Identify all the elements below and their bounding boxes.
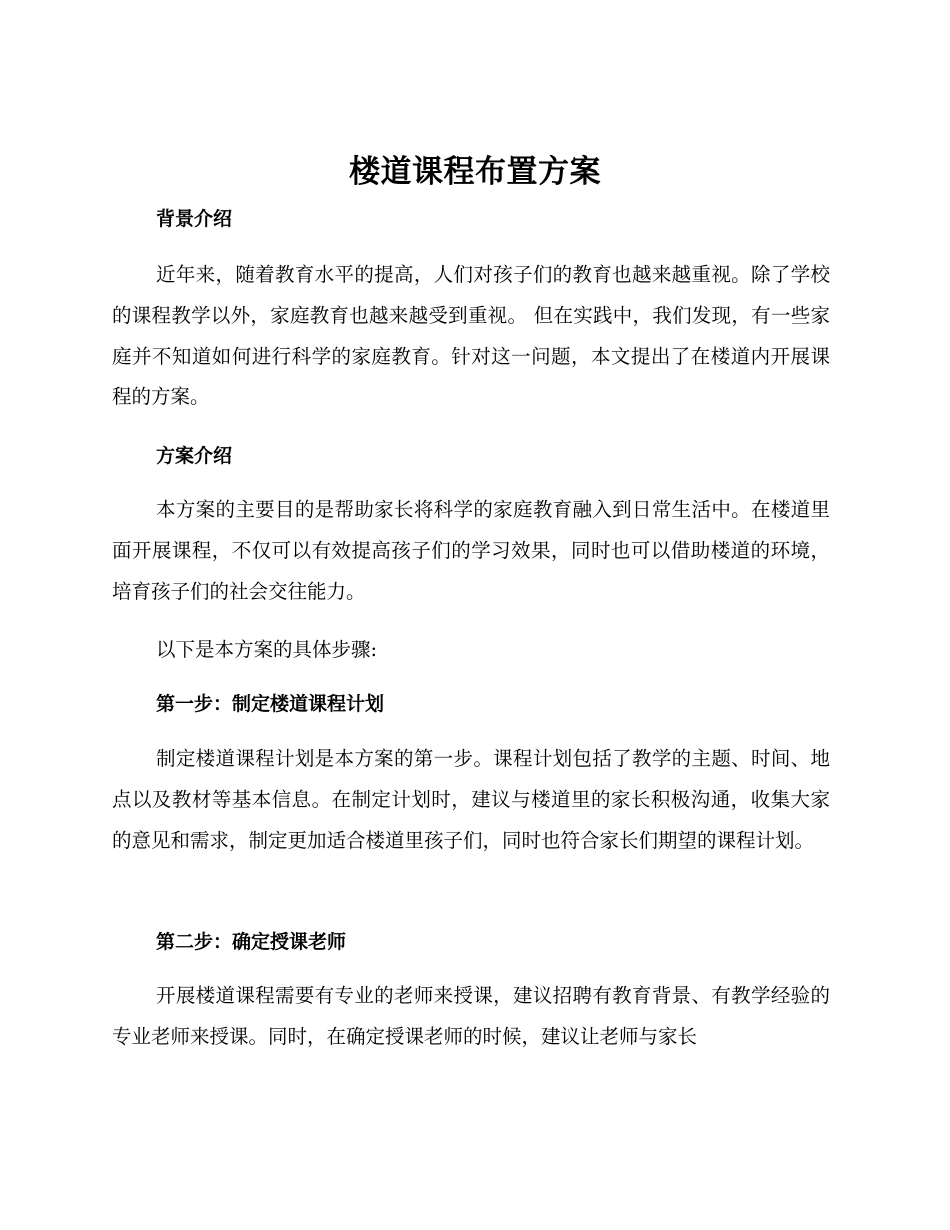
- document-title: 楼道课程布置方案: [349, 154, 601, 190]
- paragraph-step-one: 制定楼道课程计划是本方案的第一步。课程计划包括了教学的主题、时间、地点以及教材等基本信息。在制定计划时，建议与楼道里的家长积极沟通，收集大家的意见和需求，制定更加适合楼道里孩子们，同时也符合家长们期望的课程计划。: [112, 747, 830, 852]
- section-heading-plan: 方案介绍: [156, 445, 233, 467]
- paragraph-steps-lead: 以下是本方案的具体步骤:: [156, 638, 378, 661]
- section-heading-background: 背景介绍: [156, 208, 233, 230]
- paragraph-background: 近年来，随着教育水平的提高，人们对孩子们的教育也越来越重视。除了学校的课程教学以外，家庭教育也越来越受到重视。 但在实践中，我们发现，有一些家庭并不知道如何进行科学的家庭教育。针对这一问题，本文提出了在楼道内开展课程的方案。: [112, 263, 830, 409]
- section-heading-step-one: 第一步：制定楼道课程计划: [156, 693, 385, 715]
- paragraph-plan-intro: 本方案的主要目的是帮助家长将科学的家庭教育融入到日常生活中。在楼道里面开展课程，不仅可以有效提高孩子们的学习效果，同时也可以借助楼道的环境，培育孩子们的社会交往能力。: [112, 498, 830, 603]
- paragraph-step-two: 开展楼道课程需要有专业的老师来授课，建议招聘有教育背景、有教学经验的专业老师来授课。同时，在确定授课老师的时候，建议让老师与家长: [112, 984, 830, 1048]
- section-heading-step-two: 第二步：确定授课老师: [156, 931, 347, 953]
